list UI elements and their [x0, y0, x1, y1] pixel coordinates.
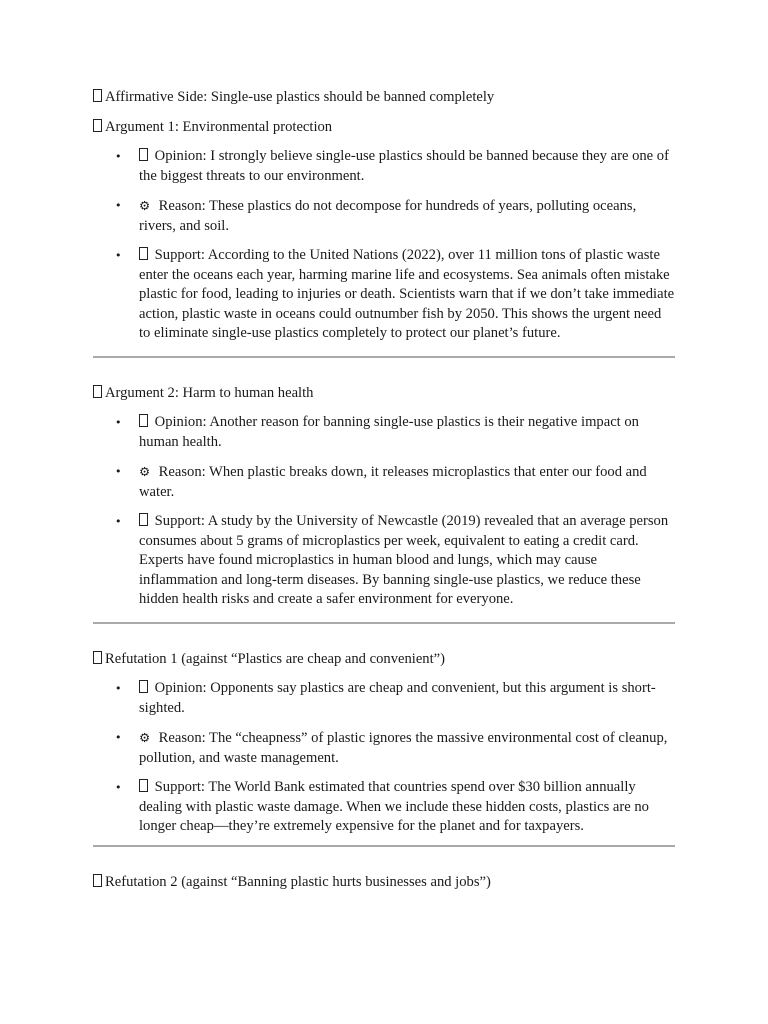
section-divider	[93, 845, 675, 847]
missing-glyph-icon	[139, 247, 148, 260]
refutation1-support: Support: The World Bank estimated that countries spend over $30 billion annually dealing with plastic waste damage. When we include these hidden costs, plastics are no longer cheap—they’re extremely expensive for the planet and for taxpayers.	[139, 779, 649, 834]
argument2-reason: Reason: When plastic breaks down, it releases microplastics that enter our food and water.	[139, 464, 647, 500]
list-item	[93, 512, 675, 610]
list-item	[93, 413, 675, 452]
bullet-icon: •	[115, 465, 122, 478]
missing-glyph-icon	[139, 148, 148, 161]
missing-glyph-icon	[139, 513, 148, 526]
bullet-icon: •	[115, 731, 122, 744]
argument1-heading	[93, 118, 675, 138]
bullet-icon: •	[115, 199, 122, 212]
list-item	[93, 147, 675, 186]
refutation1-opinion: Opinion: Opponents say plastics are cheap and convenient, but this argument is short-sighted.	[139, 680, 656, 716]
list-item	[93, 246, 675, 344]
document-page	[93, 86, 675, 892]
missing-glyph-icon	[93, 651, 102, 664]
affirmative-title	[93, 88, 675, 108]
missing-glyph-icon	[139, 779, 148, 792]
argument1-opinion: Opinion: I strongly believe single-use plastics should be banned because they are one of the biggest threats to our environment.	[139, 148, 669, 184]
list-item	[93, 679, 675, 718]
bullet-icon: •	[115, 781, 122, 794]
bullet-icon: •	[115, 416, 122, 429]
argument1-reason: Reason: These plastics do not decompose for hundreds of years, polluting oceans, rivers, and soil.	[139, 198, 637, 234]
argument1-heading-text: Argument 1: Environmental protection	[105, 118, 333, 135]
argument2-heading-text: Argument 2: Harm to human health	[105, 384, 314, 401]
missing-glyph-icon	[93, 385, 102, 398]
missing-glyph-icon	[93, 119, 102, 132]
refutation1-reason: Reason: The “cheapness” of plastic ignores the massive environmental cost of cleanup, pollution, and waste management.	[139, 730, 668, 766]
bullet-icon: •	[115, 150, 122, 163]
argument1-list	[93, 147, 675, 344]
missing-glyph-icon	[93, 874, 102, 887]
gear-icon: ⚙	[139, 730, 151, 745]
list-item	[93, 462, 675, 502]
list-item	[93, 728, 675, 768]
list-item	[93, 778, 675, 837]
section-divider	[93, 356, 675, 358]
refutation2-heading	[93, 873, 675, 893]
refutation2-heading-text: Refutation 2 (against “Banning plastic hurts businesses and jobs”)	[105, 873, 491, 890]
affirmative-title-text: Affirmative Side: Single-use plastics should be banned completely	[105, 89, 495, 105]
bullet-icon: •	[115, 682, 122, 695]
list-item	[93, 196, 675, 236]
section-divider	[93, 622, 675, 624]
gear-icon: ⚙	[139, 464, 151, 479]
missing-glyph-icon	[139, 414, 148, 427]
argument2-heading	[93, 384, 675, 404]
argument2-opinion: Opinion: Another reason for banning single-use plastics is their negative impact on human health.	[139, 414, 639, 450]
refutation1-heading	[93, 650, 675, 670]
argument2-support: Support: A study by the University of Newcastle (2019) revealed that an average person consumes about 5 grams of microplastics per week, equivalent to eating a credit card. Experts have found microplastics in human blood and lungs, which may cause inflammation and long-term diseases. By banning single-use plastics, we reduce these hidden health risks and create a safer environment for everyone.	[139, 513, 669, 607]
missing-glyph-icon	[93, 89, 102, 102]
bullet-icon: •	[115, 515, 122, 528]
missing-glyph-icon	[139, 680, 148, 693]
bullet-icon: •	[115, 249, 122, 262]
argument2-list	[93, 413, 675, 610]
argument1-support: Support: According to the United Nations (2022), over 11 million tons of plastic waste enter the oceans each year, harming marine life and ecosystems. Sea animals often mistake plastic for food, leading to injuries or death. Scientists warn that if we don’t take immediate action, plastic waste in oceans could outnumber fish by 2050. This shows the urgent need to eliminate single-use plastics completely to protect our planet’s future.	[139, 247, 675, 341]
refutation1-list	[93, 679, 675, 837]
refutation1-heading-text: Refutation 1 (against “Plastics are cheap and convenient”)	[105, 650, 445, 667]
gear-icon: ⚙	[139, 198, 151, 213]
